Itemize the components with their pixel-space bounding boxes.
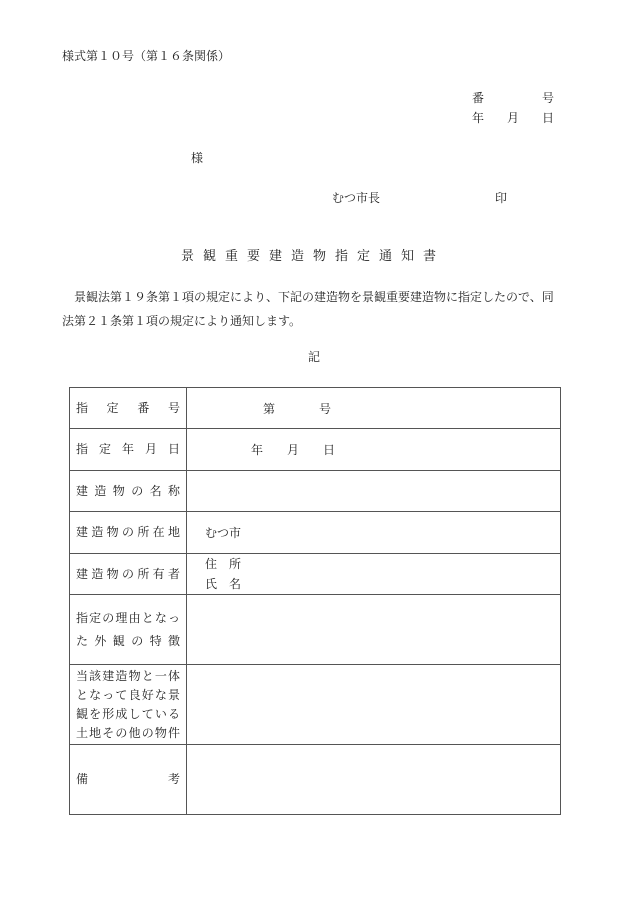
document-title: 景観重要建造物指定通知書 [181,249,446,264]
addressee-suffix: 様 [191,151,204,165]
value-cell [187,665,561,745]
row-label: 建造物の所有者 [76,566,180,581]
row-label: 当該建造物と一体 [76,668,180,683]
designation-table [69,387,561,815]
table-row [70,554,561,595]
date-year: 年 [472,111,485,125]
row-label: 備考 [76,772,180,786]
value-cell [187,471,561,512]
ki-label: 記 [308,350,321,364]
table-row [70,388,561,429]
table-row [70,665,561,745]
value-location: むつ市 [205,526,242,540]
row-label: 建造物の所在地 [76,525,180,539]
value-day: 日 [323,443,336,457]
value-name: 氏 名 [205,577,242,591]
table-row [70,512,561,554]
number-label-left: 番 [472,91,485,105]
row-label: 土地その他の物件 [76,725,180,740]
row-label: た外観の特徴 [76,633,180,648]
value-month: 月 [287,443,300,457]
body-text: 景観法第１９条第１項の規定により、下記の建造物を景観重要建造物に指定したので、同法第２１条第１項の規定により通知します。 [62,290,554,328]
value-cell [187,745,561,815]
issuer: むつ市長 [332,191,381,205]
value-cell [187,595,561,665]
table-row [70,471,561,512]
row-label: 観を形成している [76,706,180,721]
row-label: 建造物の名称 [76,483,180,498]
value-dai: 第 [263,401,276,416]
row-label: 指定年月日 [76,442,180,456]
table-row [70,745,561,815]
table-row [70,429,561,471]
value-address: 住 所 [205,557,242,571]
row-label: 指定番号 [76,400,180,415]
date-day: 日 [542,111,555,125]
table-row [70,595,561,665]
form-number: 様式第１０号（第１６条関係） [62,49,231,63]
seal: 印 [495,191,508,205]
number-label-right: 号 [542,91,555,105]
row-label: 指定の理由となっ [76,610,180,625]
date-month: 月 [507,111,520,125]
row-label: となって良好な景 [76,687,180,702]
value-go: 号 [319,401,332,416]
value-year: 年 [251,443,264,457]
